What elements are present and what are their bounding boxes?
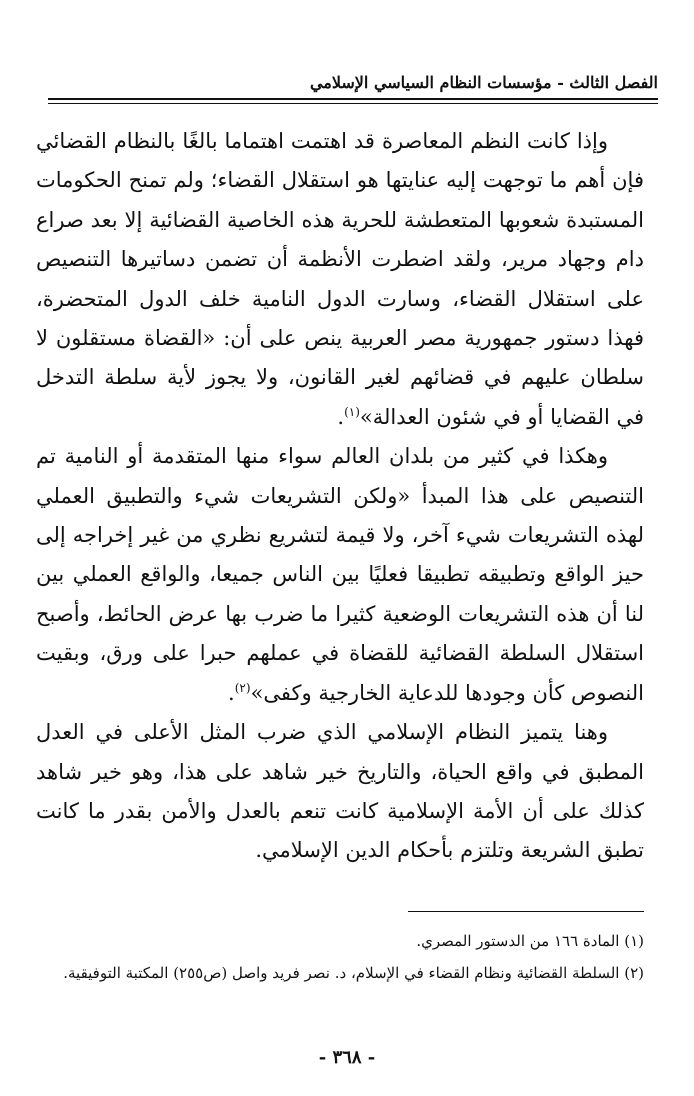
paragraph xyxy=(36,122,644,437)
header-rule-thick xyxy=(48,98,658,100)
paragraph-text: وهنا يتميز النظام الإسلامي الذي ضرب المثل الأعلى في العدل المطبق في واقع الحياة، والتاريخ خير شاهد على هذا، وهو خير شاهد كذلك على أن الأمة الإسلامية كانت تنعم بالعدل والأمن بقدر ما كانت تطبق الشريعة وتلتزم بأحكام الدين الإسلامي. xyxy=(36,720,644,863)
footnote-separator xyxy=(408,911,644,912)
page-number: - ٣٦٨ - xyxy=(318,1047,376,1068)
paragraph-text: وهكذا في كثير من بلدان العالم سواء منها المتقدمة أو النامية تم التنصيص على هذا المبدأ «ولكن التشريعات شيء والتطبيق العملي لهذه التشريعات شيء آخر، ولا قيمة لتشريع نظري من غير إخراجه إلى حيز الواقع وتطبيقه تطبيقا فعليًا بين الناس جميعا، والواقع العملي بين لنا أن هذه التشريعات الوضعية كثيرا ما ضرب بها عرض الحائط، وأصبح استقلال السلطة القضائية للقضاة في عملهم حبرا على ورق، وبقيت النصوص كأن وجودها للدعاية الخارجية وكفى» xyxy=(36,444,644,705)
main-text xyxy=(36,122,644,871)
paragraph xyxy=(36,713,644,871)
footnotes xyxy=(40,925,644,989)
running-header: الفصل الثالث - مؤسسات النظام السياسي الإسلامي xyxy=(309,73,658,92)
paragraph-end: . xyxy=(337,404,345,429)
paragraph-end: . xyxy=(228,680,235,705)
footnote-ref: (٢) xyxy=(234,680,251,695)
paragraph-text: وإذا كانت النظم المعاصرة قد اهتمت اهتماما بالغًا بالنظام القضائي فإن أهم ما توجهت إليه عنايتها هو استقلال القضاء؛ ولم تمنح الحكومات المستبدة شعوبها المتعطشة للحرية هذه الخاصية القضائية إلا بعد صراع دام وجهاد مرير، ولقد اضطرت الأنظمة أن تضمن دساتيرها التنصيص على استقلال القضاء، وسارت الدول النامية خلف الدول المتحضرة، فهذا دستور جمهورية مصر العربية ينص على أن: «القضاة مستقلون لا سلطان عليهم في قضائهم لغير القانون، ولا يجوز لأية سلطة التدخل في القضايا أو في شئون العدالة» xyxy=(36,129,644,429)
footnote-ref: (١) xyxy=(344,404,360,419)
header-rule-thin xyxy=(48,103,658,104)
paragraph xyxy=(36,437,644,713)
footnote: (٢) السلطة القضائية ونظام القضاء في الإسلام، د. نصر فريد واصل (ص٢٥٥) المكتبة التوفيقية. xyxy=(63,964,644,982)
footnote: (١) المادة ١٦٦ من الدستور المصري. xyxy=(416,932,644,950)
